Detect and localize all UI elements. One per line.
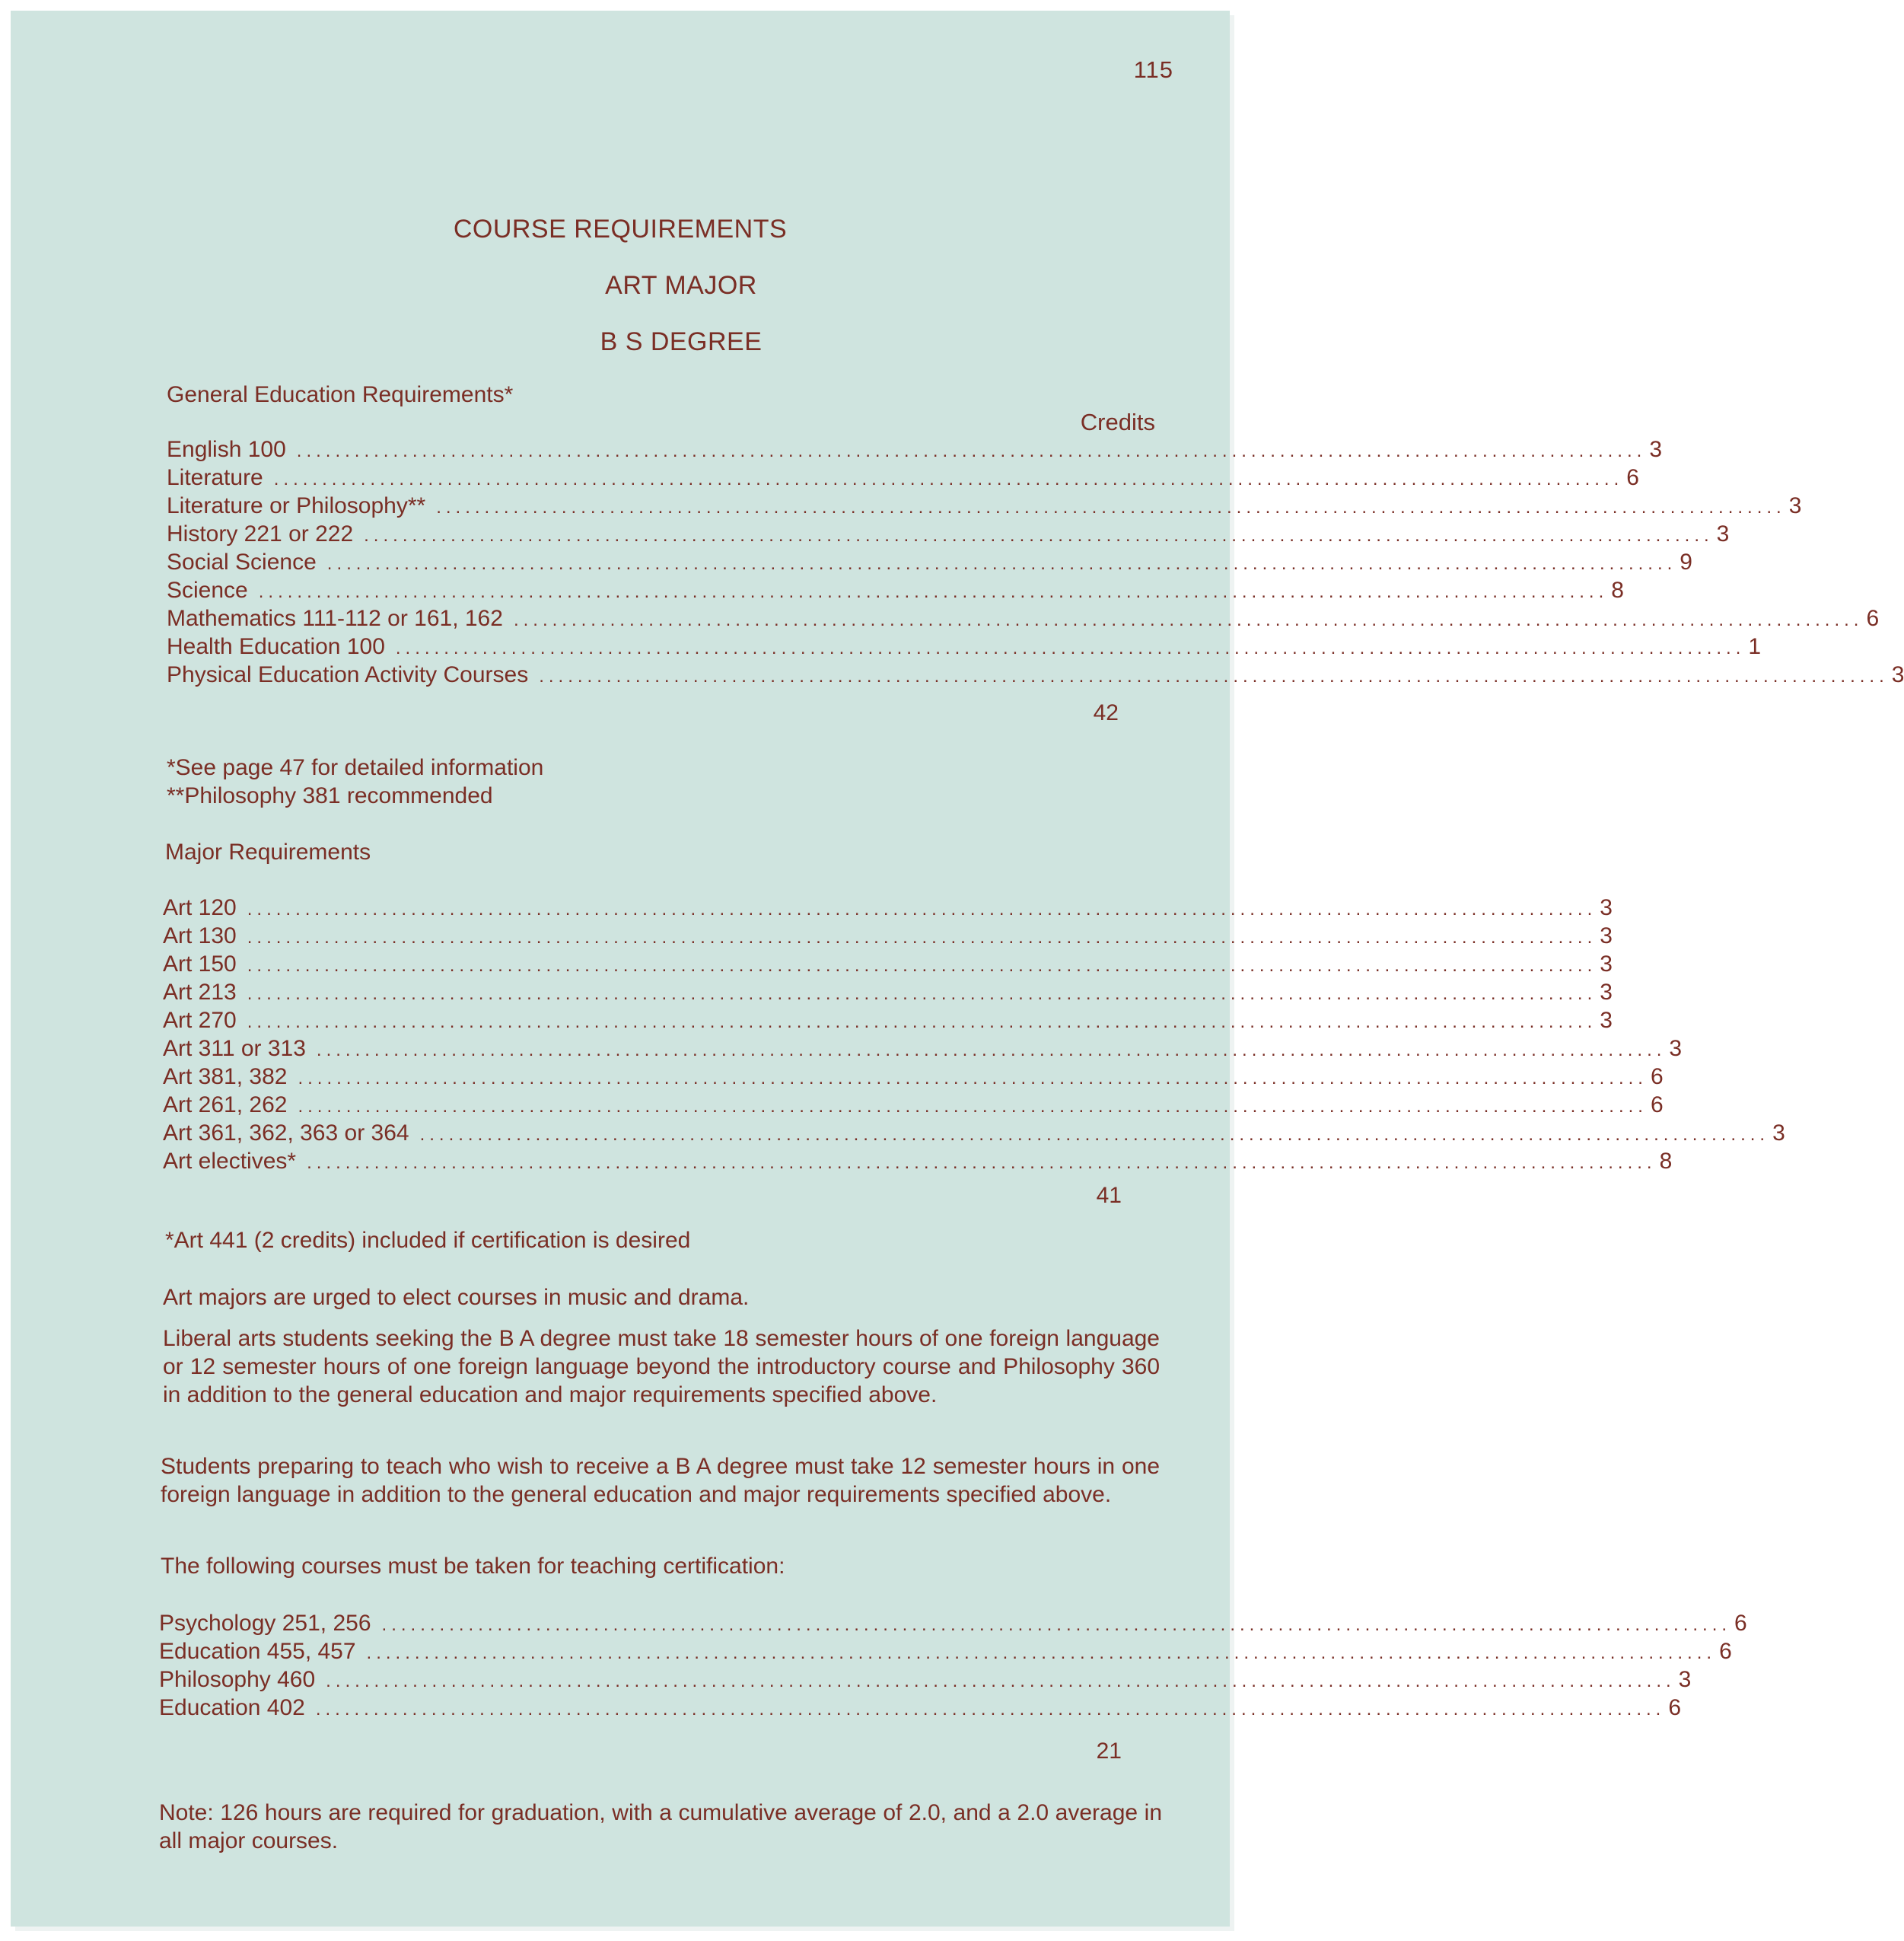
- course-label: Art 213: [163, 980, 237, 1005]
- paragraph-urge: Art majors are urged to elect courses in music and drama.: [163, 1285, 750, 1310]
- dot-leader: ............................................................................................................................................: [298, 1096, 1648, 1117]
- list-item: [163, 1091, 1664, 1119]
- dot-leader: ............................................................................................................................................: [247, 927, 1597, 948]
- course-label: Art 150: [163, 951, 237, 977]
- list-item: [167, 661, 1904, 689]
- dot-leader: ............................................................................................................................................: [366, 1643, 1717, 1663]
- dot-leader: ............................................................................................................................................: [539, 666, 1889, 687]
- course-label: Literature: [167, 465, 263, 490]
- credit-value: 3: [1772, 1120, 1785, 1146]
- course-label: English 100: [167, 437, 286, 462]
- course-label: Physical Education Activity Courses: [167, 662, 529, 687]
- list-item: [163, 950, 1613, 978]
- credit-value: 3: [1600, 980, 1613, 1005]
- dot-leader: ............................................................................................................................................: [307, 1152, 1657, 1173]
- dot-leader: ............................................................................................................................................: [326, 1671, 1676, 1691]
- list-item: [163, 1119, 1785, 1147]
- course-label: Art 270: [163, 1008, 237, 1033]
- course-label: Literature or Philosophy**: [167, 493, 426, 518]
- dot-leader: ............................................................................................................................................: [395, 638, 1746, 658]
- credit-value: 6: [1668, 1695, 1682, 1720]
- dot-leader: ............................................................................................................................................: [247, 899, 1597, 920]
- list-item: [163, 1034, 1683, 1063]
- credit-value: 3: [1891, 662, 1904, 687]
- major-requirements-list: [163, 894, 1785, 1175]
- footnote: *Art 441 (2 credits) included if certification is desired: [165, 1228, 691, 1253]
- list-item: [167, 435, 1662, 464]
- credit-value: 3: [1600, 951, 1613, 977]
- credit-value: 6: [1734, 1611, 1747, 1636]
- graduation-note: Note: 126 hours are required for graduation, with a cumulative average of 2.0, and a 2.0 average in all major courses.: [159, 1800, 1162, 1853]
- page-number: 115: [1133, 56, 1173, 83]
- credit-value: 1: [1748, 634, 1762, 659]
- list-item: [167, 604, 1880, 633]
- list-item: [167, 576, 1624, 604]
- paragraph-teaching: Students preparing to teach who wish to receive a B A degree must take 12 semester hours in one foreign language in addition to the general education and major requirements specified above.: [161, 1454, 1160, 1507]
- list-item: [159, 1694, 1682, 1722]
- course-label: Education 455, 457: [159, 1639, 356, 1664]
- footnote: **Philosophy 381 recommended: [167, 783, 493, 808]
- dot-leader: ............................................................................................................................................: [258, 582, 1609, 602]
- list-item: [159, 1665, 1692, 1694]
- course-label: Art electives*: [163, 1149, 297, 1174]
- credit-value: 3: [1600, 1008, 1613, 1033]
- list-item: [167, 520, 1730, 548]
- credits-column-header: Credits: [1080, 409, 1155, 435]
- dot-leader: ............................................................................................................................................: [247, 955, 1597, 976]
- general-education-heading: General Education Requirements*: [167, 382, 514, 407]
- dot-leader: ............................................................................................................................................: [273, 469, 1624, 489]
- credit-value: 9: [1680, 550, 1692, 575]
- course-label: Social Science: [167, 550, 317, 575]
- dot-leader: ............................................................................................................................................: [296, 441, 1647, 461]
- dot-leader: ............................................................................................................................................: [315, 1699, 1666, 1719]
- degree-heading: B S DEGREE: [600, 327, 763, 356]
- credit-value: 6: [1650, 1092, 1664, 1117]
- course-label: Art 361, 362, 363 or 364: [163, 1120, 409, 1146]
- dot-leader: ............................................................................................................................................: [419, 1124, 1770, 1145]
- list-item: [163, 1063, 1664, 1091]
- course-label: Mathematics 111-112 or 161, 162: [167, 606, 503, 631]
- general-education-total: 42: [1093, 700, 1119, 725]
- dot-leader: ............................................................................................................................................: [316, 1040, 1667, 1060]
- credit-value: 6: [1719, 1639, 1732, 1664]
- course-label: Health Education 100: [167, 634, 385, 659]
- list-item: [167, 633, 1762, 661]
- dot-leader: ............................................................................................................................................: [326, 553, 1677, 574]
- major-heading: ART MAJOR: [605, 271, 757, 300]
- list-item: [159, 1609, 1747, 1637]
- dot-leader: ............................................................................................................................................: [247, 1012, 1597, 1032]
- credit-value: 3: [1669, 1036, 1683, 1061]
- major-requirements-heading: Major Requirements: [165, 840, 371, 865]
- footnote: *See page 47 for detailed information: [167, 755, 544, 780]
- credit-value: 3: [1600, 923, 1613, 948]
- course-label: Philosophy 460: [159, 1667, 316, 1692]
- credit-value: 6: [1866, 606, 1880, 631]
- list-item: [167, 492, 1802, 520]
- dot-leader: ............................................................................................................................................: [298, 1068, 1648, 1088]
- credit-value: 3: [1678, 1667, 1692, 1692]
- certification-list: [159, 1609, 1747, 1722]
- list-item: [167, 464, 1639, 492]
- paragraph-certification-intro: The following courses must be taken for teaching certification:: [161, 1554, 785, 1579]
- credit-value: 3: [1649, 437, 1662, 462]
- course-label: Art 311 or 313: [163, 1036, 306, 1061]
- course-label: History 221 or 222: [167, 521, 354, 547]
- course-label: Art 261, 262: [163, 1092, 288, 1117]
- course-label: Education 402: [159, 1695, 305, 1720]
- major-requirements-total: 41: [1096, 1183, 1122, 1208]
- page-title: COURSE REQUIREMENTS: [453, 215, 788, 244]
- credit-value: 8: [1659, 1149, 1673, 1174]
- dot-leader: ............................................................................................................................................: [364, 525, 1714, 546]
- dot-leader: ............................................................................................................................................: [513, 610, 1864, 630]
- course-label: Art 381, 382: [163, 1064, 288, 1089]
- list-item: [163, 1006, 1613, 1034]
- certification-total: 21: [1096, 1739, 1122, 1764]
- catalog-page: [11, 11, 1904, 1927]
- list-item: [159, 1637, 1732, 1665]
- list-item: [163, 1147, 1673, 1175]
- list-item: [167, 548, 1692, 576]
- dot-leader: ............................................................................................................................................: [247, 983, 1597, 1004]
- credit-value: 3: [1600, 895, 1613, 920]
- general-education-list: [167, 435, 1904, 689]
- dot-leader: ............................................................................................................................................: [436, 497, 1786, 518]
- list-item: [163, 922, 1613, 950]
- course-label: Science: [167, 578, 248, 603]
- credit-value: 8: [1611, 578, 1624, 603]
- credit-value: 6: [1650, 1064, 1664, 1089]
- course-label: Art 130: [163, 923, 237, 948]
- list-item: [163, 978, 1613, 1006]
- list-item: [163, 894, 1613, 922]
- credit-value: 6: [1626, 465, 1639, 490]
- course-label: Psychology 251, 256: [159, 1611, 371, 1636]
- paragraph-liberal-arts: Liberal arts students seeking the B A degree must take 18 semester hours of one foreign language or 12 semester hours of one foreign language beyond the introductory course and Philosophy 360 in addition to the general education and major requirements specified above.: [163, 1326, 1160, 1407]
- credit-value: 3: [1716, 521, 1730, 547]
- dot-leader: ............................................................................................................................................: [381, 1614, 1732, 1635]
- credit-value: 3: [1788, 493, 1802, 518]
- course-label: Art 120: [163, 895, 237, 920]
